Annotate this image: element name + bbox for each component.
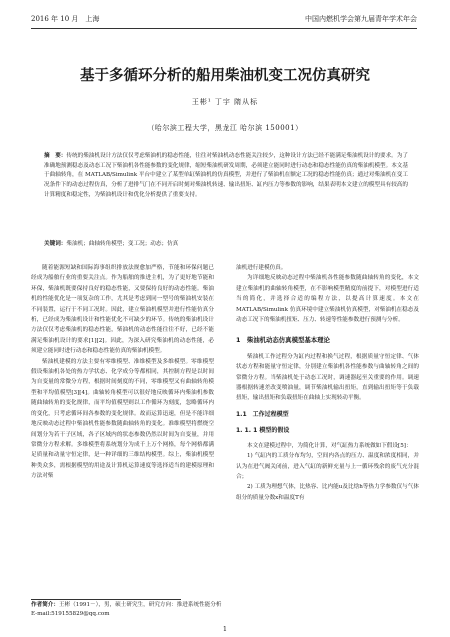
header-conference: 中国内燃机学会第九届青年学术年会: [305, 15, 417, 23]
paragraph: 柴油机建模的方法主要有零维模型、准维模型及多维模型。零维模型假设柴油机各处的热力学状态、化学成分等都相同，其控制方程是以时间为自变量的常微分方程，根据时间刻度的不同，零维模型又有曲轴转角模型和平均值模型[3][4]。曲轴转角模型可以很好地反映循环内柴油机参数随曲轴转角的变化规律，而平均值模型则以工作循环为刻度，忽略循环内的变化，只考虑循环间各参数的变化规律。故而运算迅速，但是不能详细地反映动态过程中柴油机性能参数随曲轴转角的变化。准维模型将燃烧空间划分为若干子区域，各子区域内的状态参数仍然以时间为自变量，并用常微分方程求解。多维模型将系统划分为成千上万个网格，每个网格都满足质量和动量守恒定律，是一种详细的三维结构模型。综上，柴油机模型种类众多，需根据模型的用途及计算机运算速度等选择适当的建模原理和方法对柴: [31, 358, 214, 480]
author-bio: 王彬（1991－），男，硕士研究生，研究方向：推进系统性能分析: [58, 602, 222, 608]
footnote-label: 作者简介：: [31, 602, 59, 608]
subsection-heading: 1.1 工作过程模型: [236, 410, 289, 418]
paragraph: 为详细地反映动态过程中柴油机各性能参数随曲轴转角的变化，本文建立柴油机的曲轴转角模型，在不影响模型精度的前提下，对模型进行适当的简化，并选择合适的编程方法，以提高计算速度。本文在 MATLAB/Simulink 仿真环境中建立柴油机仿真模型，对柴油机在稳态及动态工况下的柴油机扭矩、压力、转速等性能参数进行预测与分析。: [236, 275, 419, 324]
keywords-label: 关键词：: [44, 241, 67, 247]
paragraph: 1) 气缸内的工质分布均匀，空间内各点的压力、温度和浓度相同，并认为在进气阀关闭前，进入气缸的新鲜充量与上一循环残余的废气充分混合；: [236, 453, 419, 480]
running-header: [31, 14, 417, 26]
author-email: E-mail:519155829@qq.com: [31, 611, 110, 617]
keywords: [44, 239, 408, 247]
authors: 王彬¹ 丁宇 隋从标: [191, 98, 259, 106]
keywords-text: 柴油机；曲轴转角模型；变工况；动态；仿真: [66, 241, 179, 247]
paragraph: 随着能源短缺和国际海事组织排放法规愈加严格，节能和环保问题已经成为船舶行业的重要关注点。作为船舶的推进主机，为了更好地节能和环保，柴油机既要保持良好的稳态性能，又要保持良好的动态性能。柴油机的性能优化是一项复杂的工作，尤其是考虑到同一型号的柴油机安装在不同装置，运行于不同工况时。因此，建立柴油机模型并进行性能仿真分析，已经成为柴油机设计和性能优化不可缺少的环节。传统的柴油机设计方法仅仅考虑柴油机的稳态性能，柴油机的动态性能往往不好，已经不能满足柴油机设计的要求[1][2]。因此，为深入研究柴油机的动态性能，必须建立能同时进行动态和稳态性能仿真的柴油机模型。: [31, 265, 214, 355]
abstract: [44, 152, 408, 201]
paragraph: 本文在建模过程中，为简化计算，对气缸热力系统做如下假设[5]：: [247, 442, 412, 449]
header-date-location: 2016 年 10 月 上海: [31, 15, 100, 23]
footnote-rule: [31, 599, 181, 600]
paper-title: 基于多循环分析的船用柴油机变工况仿真研究: [80, 68, 370, 84]
page-number: 1: [222, 625, 228, 633]
body-column-left: [31, 263, 214, 482]
abstract-text: 传统的柴油机设计方法仅仅考虑柴油机的稳态性能，往往对柴油机动态性能关注较少，这种设计方法已经不能满足柴油机设计的要求。为了准确地预测稳态及动态工况下柴油机各性能参数的变化规律，缩短柴油机研发周期，必须建立能同时进行动态和稳态性能仿真的柴油机模型。本文基于曲轴转角，在 MATLAB/Simulink 平台中建立了某型单缸柴油机的仿真模型，并进行了柴油机在额定工况的稳态性能仿真；通过对柴油机在变工况条件下的动态过程仿真，分析了进排气门在不同开启时刻对柴油机转速、输出扭矩、缸内压力等参数的影响，结果表明本文建立的模型具有较高的计算精度和稳定性，为柴油机设计和优化分析提供了重要支持。: [44, 153, 408, 198]
section-heading: 1 柴油机动态仿真模型基本理论: [236, 336, 330, 345]
body-column-right: [236, 263, 419, 503]
footnote: [31, 601, 221, 619]
affiliation: （哈尔滨工程大学，黑龙江 哈尔滨 150001）: [147, 124, 303, 132]
abstract-label: 摘 要：: [44, 153, 67, 159]
subsubsection-heading: 1. 1. 1 模型的假设: [236, 427, 290, 435]
paragraph: 2) 工质为理想气体，比热容、比内能u及比焓h等热力学参数仅与气体组分的质量分数x和温度T有: [236, 484, 419, 501]
paragraph: 柴油机工作过程分为缸内过程和换气过程，根据质量守恒定律、气体状态方程和能量守恒定律，分别建立柴油机各性能参数与曲轴转角之间的常微分方程。当柴油机处于动态工况时，调速器起至关重要的作用。调速器根据转速差改变喷油量，调节柴油机输出扭矩，直到输出扭矩等于负载扭矩，输出扭矩和负载扭矩在曲轴上实现转动平衡。: [236, 353, 419, 402]
paragraph: 油机进行建模仿真。: [236, 265, 287, 271]
header-rule: [31, 28, 417, 29]
